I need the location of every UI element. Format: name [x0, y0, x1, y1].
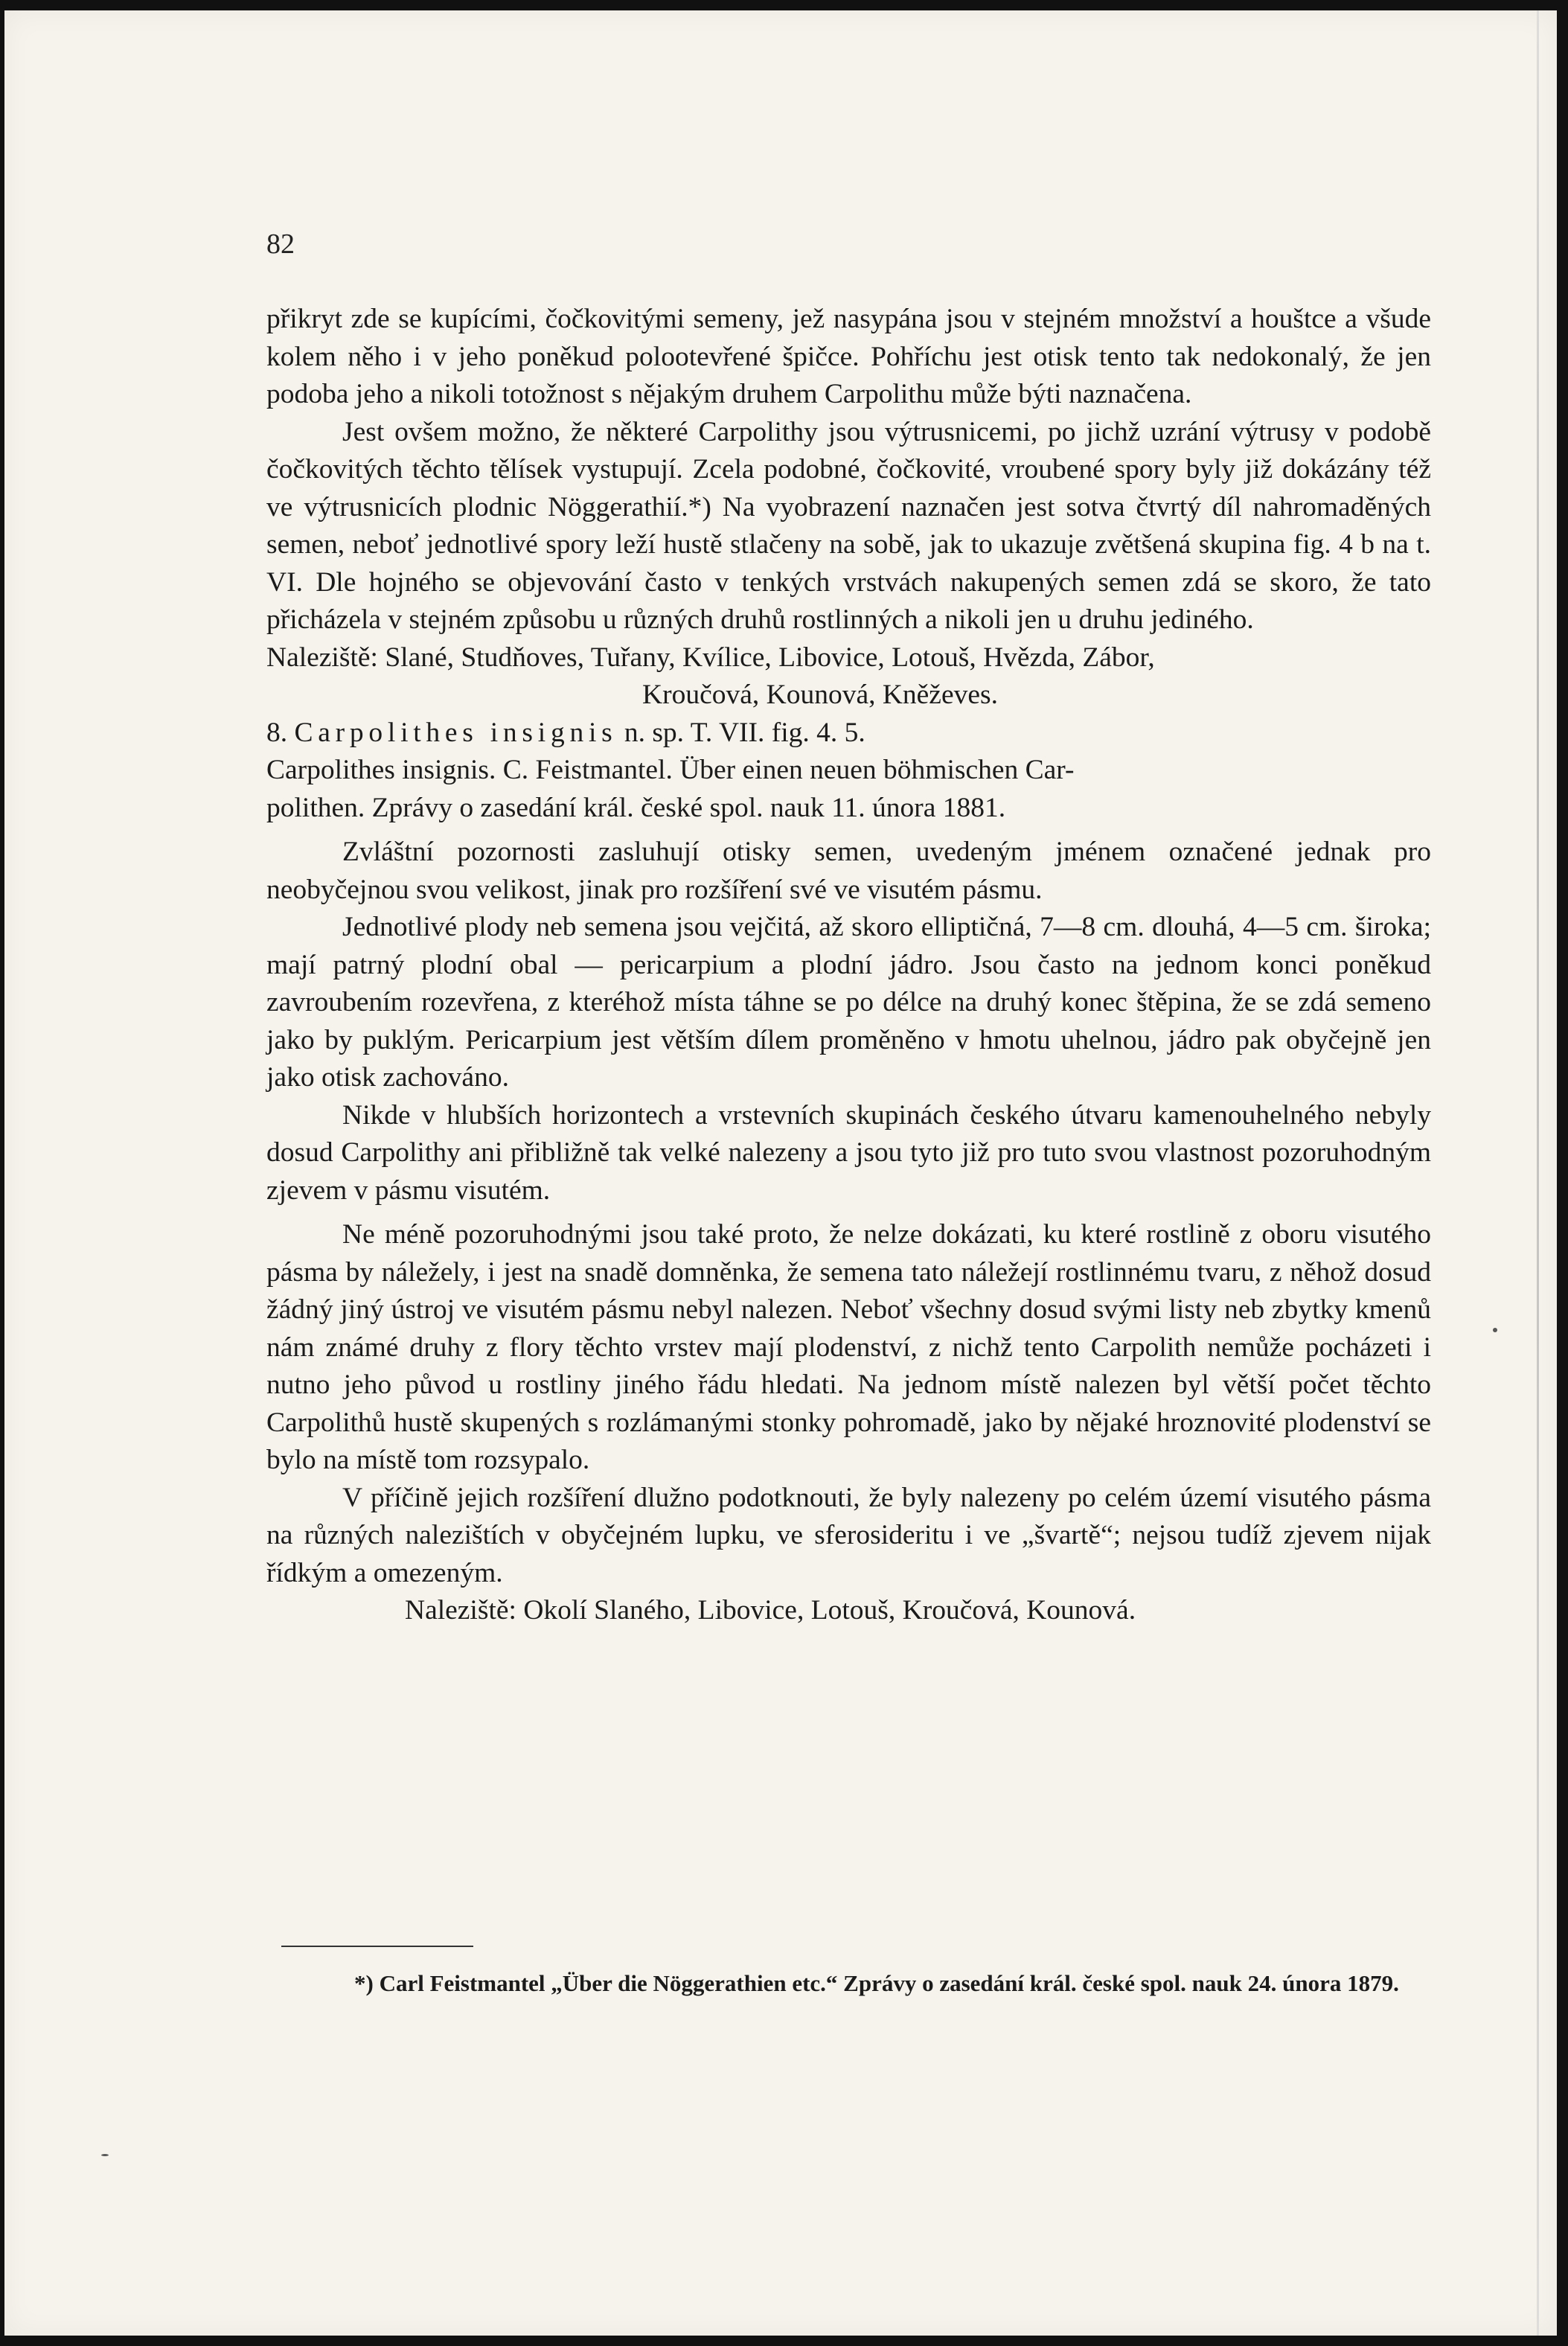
speck [1493, 1328, 1497, 1332]
footnote-text: *) Carl Feistmantel „Über die Nöggerathien etc.“ Zprávy o zasedání král. české spol. nauk 24. února 1879. [354, 1970, 1399, 1996]
locality-list [266, 639, 1431, 715]
heading-number: 8. [266, 717, 288, 748]
locality-line: Slané, Studňoves, Tuřany, Kvílice, Libovice, Lotouš, Hvězda, Zábor, [385, 642, 1155, 673]
page-number: 82 [266, 228, 295, 260]
paragraph: Zvláštní pozornosti zasluhují otisky semen, uvedeným jménem označené jednak pro neobyčejnou svou velikost, jinak pro rozšíření své ve visutém pásmu. [266, 837, 1431, 905]
document-page [4, 10, 1557, 2336]
page-edge-shadow [1537, 10, 1539, 2336]
footnote-rule [281, 1946, 473, 1947]
paragraph: Jest ovšem možno, že některé Carpolithy jsou výtrusnicemi, po jichž uzrání výtrusy v podobě čočkovitých těchto tělísek vystupují. Zcela podobné, čočkovité, vroubené spory byly již dokázány též ve výtrusnicích plodnic Nöggerathií.*) Na vyobrazení naznačen jest sotva čtvrtý díl nahromaděných semen, neboť jednotlivé spory leží hustě stlačeny na sobě, jak to ukazuje zvětšená skupina fig. 4 b na t. VI. Dle hojného se objevování často v tenkých vrstvách nakupených semen zdá se skoro, že tato přicházela v stejném způsobu u různých druhů rostlinných a nikoli jen u druhu jediného. [266, 416, 1431, 635]
paragraph: Jednotlivé plody neb semena jsou vejčitá, až skoro elliptičná, 7—8 cm. dlouhá, 4—5 cm. široka; mají patrný plodní obal — pericarpium a plodní jádro. Jsou často na jednom konci poněkud zavroubením rozevřena, z kteréhož místa táhne se po délce na druhý konec štěpina, že se zdá semeno jako by puklým. Pericarpium jest větším dílem proměněno v hmotu uhelnou, jádro pak obyčejně jen jako otisk zachováno. [266, 912, 1431, 1093]
paragraph: Ne méně pozoruhodnými jsou také proto, že nelze dokázati, ku které rostlině z oboru visutého pásma by náležely, i jest na snadě domněnka, že semena tato náležejí rostlinnému tvaru, z něhož dosud žádný jiný ústroj ve visutém pásmu nebyl nalezen. Neboť všechny dosud svými listy neb zbytky kmenů nám známé druhy z flory těchto vrstev mají plodenství, z nichž tento Carpolith nemůže pocházeti i nutno jeho původ u rostliny jiného řádu hledati. Na jednom místě nalezen byl větší počet těchto Carpolithů hustě skupených s rozlámanými stonky pohromadě, jako by nějaké hroznovité plodenství se bylo na místě tom rozsypalo. [266, 1219, 1431, 1475]
paragraph: přikryt zde se kupícími, čočkovitými semeny, jež nasypána jsou v stejném množství a houštce a všude kolem něho i v jeho poněkud polootevřené špičce. Pohříchu jest otisk tento tak nedokonalý, že jen podoba jeho a nikoli totožnost s nějakým druhem Carpolithu může býti naznačena. [266, 304, 1431, 409]
paragraph: V příčině jejich rozšíření dlužno podotknouti, že byly nalezeny po celém území visutého pásma na různých nalezištích v obyčejném lupku, ve sferosideritu i ve „švartě“; nejsou tudíž zjevem nijak řídkým a omezeným. [266, 1482, 1431, 1588]
footnote [266, 1968, 1431, 1999]
paragraph: Nikde v hlubších horizontech a vrstevních skupinách českého útvaru kamenouhelného nebyly dosud Carpolithy ani přibližně tak velké nalezeny a jsou tyto již pro tuto svou vlastnost pozoruhodným zjevem v pásmu visutém. [266, 1099, 1431, 1206]
citation-line: Carpolithes insignis. C. Feistmantel. Über einen neuen böhmischen Car- [266, 755, 1075, 785]
locality-label: Naleziště: [266, 642, 378, 673]
heading-rest: n. sp. T. VII. fig. 4. 5. [624, 717, 865, 748]
citation [266, 752, 1431, 827]
main-text [266, 301, 1431, 1630]
citation-line: polithen. Zprávy o zasedání král. české spol. nauk 11. února 1881. [266, 792, 1006, 823]
species-name: Carpolithes insignis [294, 717, 618, 748]
speck [101, 2154, 109, 2156]
locality-line: Okolí Slaného, Libovice, Lotouš, Kroučová, Kounová. [523, 1595, 1136, 1626]
locality-list [266, 1592, 1431, 1630]
locality-line: Kroučová, Kounová, Kněževes. [642, 680, 998, 710]
locality-label: Naleziště: [405, 1595, 516, 1626]
species-heading [266, 715, 1431, 752]
